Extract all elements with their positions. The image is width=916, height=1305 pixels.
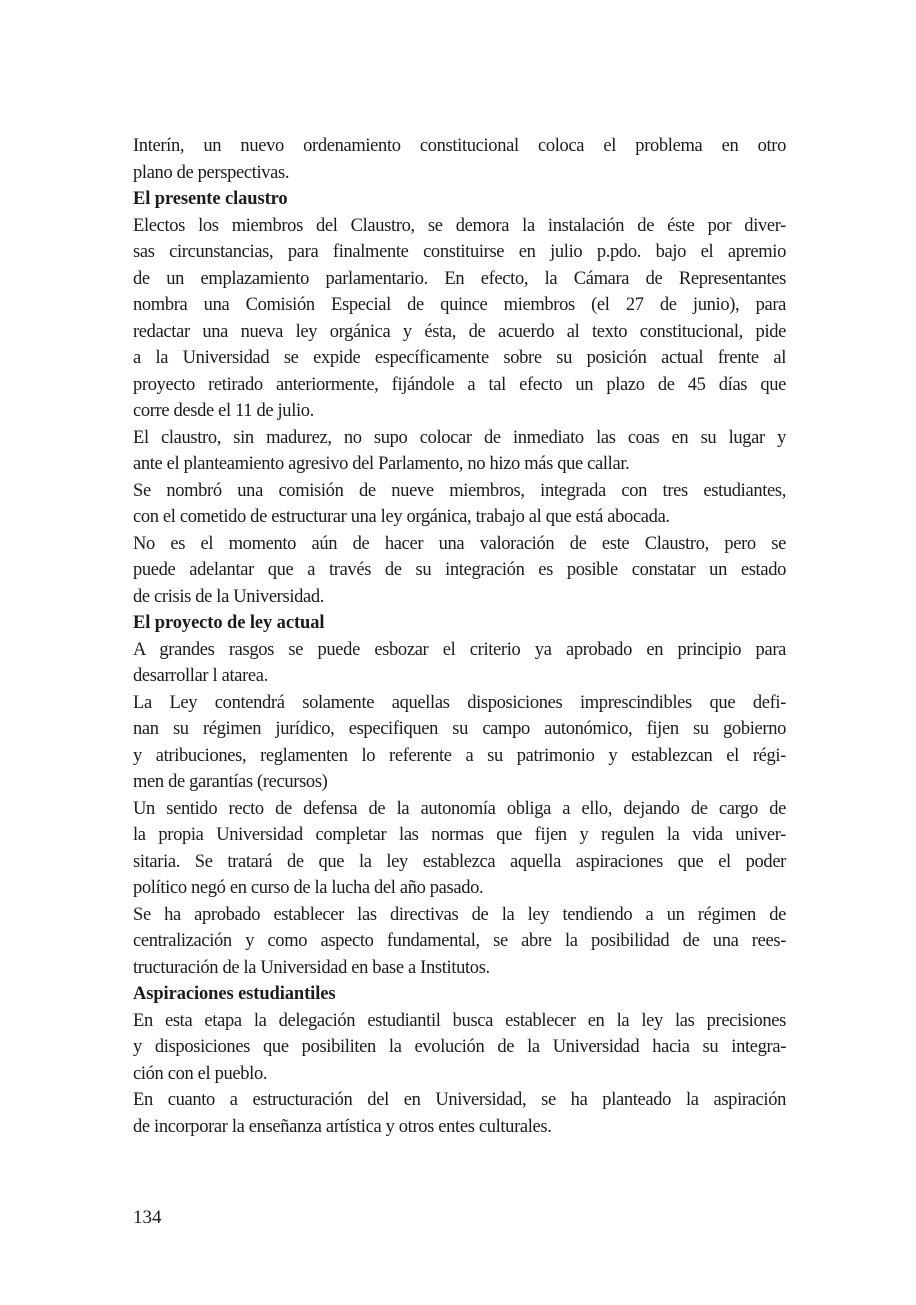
paragraph xyxy=(133,213,786,425)
heading xyxy=(133,981,786,1008)
text-line: a la Universidad se expide específicamente sobre su posición actual frente al xyxy=(133,348,786,368)
text-line: ción con el pueblo. xyxy=(133,1063,268,1084)
text-line: nan su régimen jurídico, especifiquen su campo autonómico, fijen su gobierno xyxy=(133,719,786,739)
text-line: corre desde el 11 de julio. xyxy=(133,401,314,421)
text-line: y disposiciones que posibiliten la evolución de la Universidad hacia su integra- xyxy=(133,1037,786,1057)
text-line: y atribuciones, reglamenten lo referente a su patrimonio y establezcan el régi- xyxy=(133,745,786,766)
text-line: con el cometido de estructurar una ley orgánica, trabajo al que está abocada. xyxy=(133,507,670,527)
text-line: Aspiraciones estudiantiles xyxy=(133,984,336,1004)
text-line: sitaria. Se tratará de que la ley establezca aquella aspiraciones que el poder xyxy=(133,851,786,872)
text-line: A grandes rasgos se puede esbozar el criterio ya aprobado en principio para xyxy=(133,639,786,660)
text-line: En esta etapa la delegación estudiantil busca establecer en la ley las precisiones xyxy=(133,1010,786,1031)
text-column xyxy=(133,133,786,1140)
text-line: men de garantías (recursos) xyxy=(133,772,328,792)
paragraph xyxy=(133,478,786,531)
text-line: El claustro, sin madurez, no supo colocar de inmediato las coas en su lugar y xyxy=(133,427,786,448)
paragraph xyxy=(133,637,786,690)
text-line: plano de perspectivas. xyxy=(133,162,290,183)
text-line: Electos los miembros del Claustro, se demora la instalación de éste por diver- xyxy=(133,215,786,236)
paragraph xyxy=(133,1008,786,1088)
text-line: La Ley contendrá solamente aquellas disposiciones imprescindibles que defi- xyxy=(133,692,786,713)
paragraph xyxy=(133,690,786,796)
text-line: El presente claustro xyxy=(133,189,288,209)
text-line: En cuanto a estructuración del en Universidad, se ha planteado la aspiración xyxy=(133,1090,786,1110)
paragraph xyxy=(133,425,786,478)
heading xyxy=(133,186,786,213)
text-line: sas circunstancias, para finalmente constituirse en julio p.pdo. bajo el apremio xyxy=(133,242,786,262)
text-line: la propia Universidad completar las normas que fijen y regulen la vida univer- xyxy=(133,825,786,845)
paragraph xyxy=(133,531,786,611)
text-line: Se ha aprobado establecer las directivas de la ley tendiendo a un régimen de xyxy=(133,904,786,925)
text-line: centralización y como aspecto fundamental, se abre la posibilidad de una rees- xyxy=(133,931,786,951)
page-number: 134 xyxy=(133,1207,162,1228)
heading xyxy=(133,610,786,637)
text-line: de un emplazamiento parlamentario. En efecto, la Cámara de Representantes xyxy=(133,268,786,289)
text-line: tructuración de la Universidad en base a Institutos. xyxy=(133,957,490,978)
text-line: Un sentido recto de defensa de la autonomía obliga a ello, dejando de cargo de xyxy=(133,798,786,819)
text-line: proyecto retirado anteriormente, fijándole a tal efecto un plazo de 45 días que xyxy=(133,374,786,395)
text-line: Interín, un nuevo ordenamiento constitucional coloca el problema en otro xyxy=(133,136,786,156)
text-line: desarrollar l atarea. xyxy=(133,666,268,686)
text-line: de crisis de la Universidad. xyxy=(133,586,325,607)
text-line: No es el momento aún de hacer una valoración de este Claustro, pero se xyxy=(133,533,786,554)
text-line: de incorporar la enseñanza artística y otros entes culturales. xyxy=(133,1116,552,1137)
text-line: redactar una nueva ley orgánica y ésta, de acuerdo al texto constitucional, pide xyxy=(133,321,786,342)
text-line: ante el planteamiento agresivo del Parlamento, no hizo más que callar. xyxy=(133,454,630,474)
text-line: nombra una Comisión Especial de quince miembros (el 27 de junio), para xyxy=(133,295,786,315)
text-line: puede adelantar que a través de su integración es posible constatar un estado xyxy=(133,560,786,580)
text-line: Se nombró una comisión de nueve miembros, integrada con tres estudiantes, xyxy=(133,480,786,501)
text-line: El proyecto de ley actual xyxy=(133,613,325,633)
paragraph xyxy=(133,796,786,902)
text-line: político negó en curso de la lucha del año pasado. xyxy=(133,878,484,898)
paragraph xyxy=(133,902,786,982)
paragraph xyxy=(133,1087,786,1140)
paragraph xyxy=(133,133,786,186)
